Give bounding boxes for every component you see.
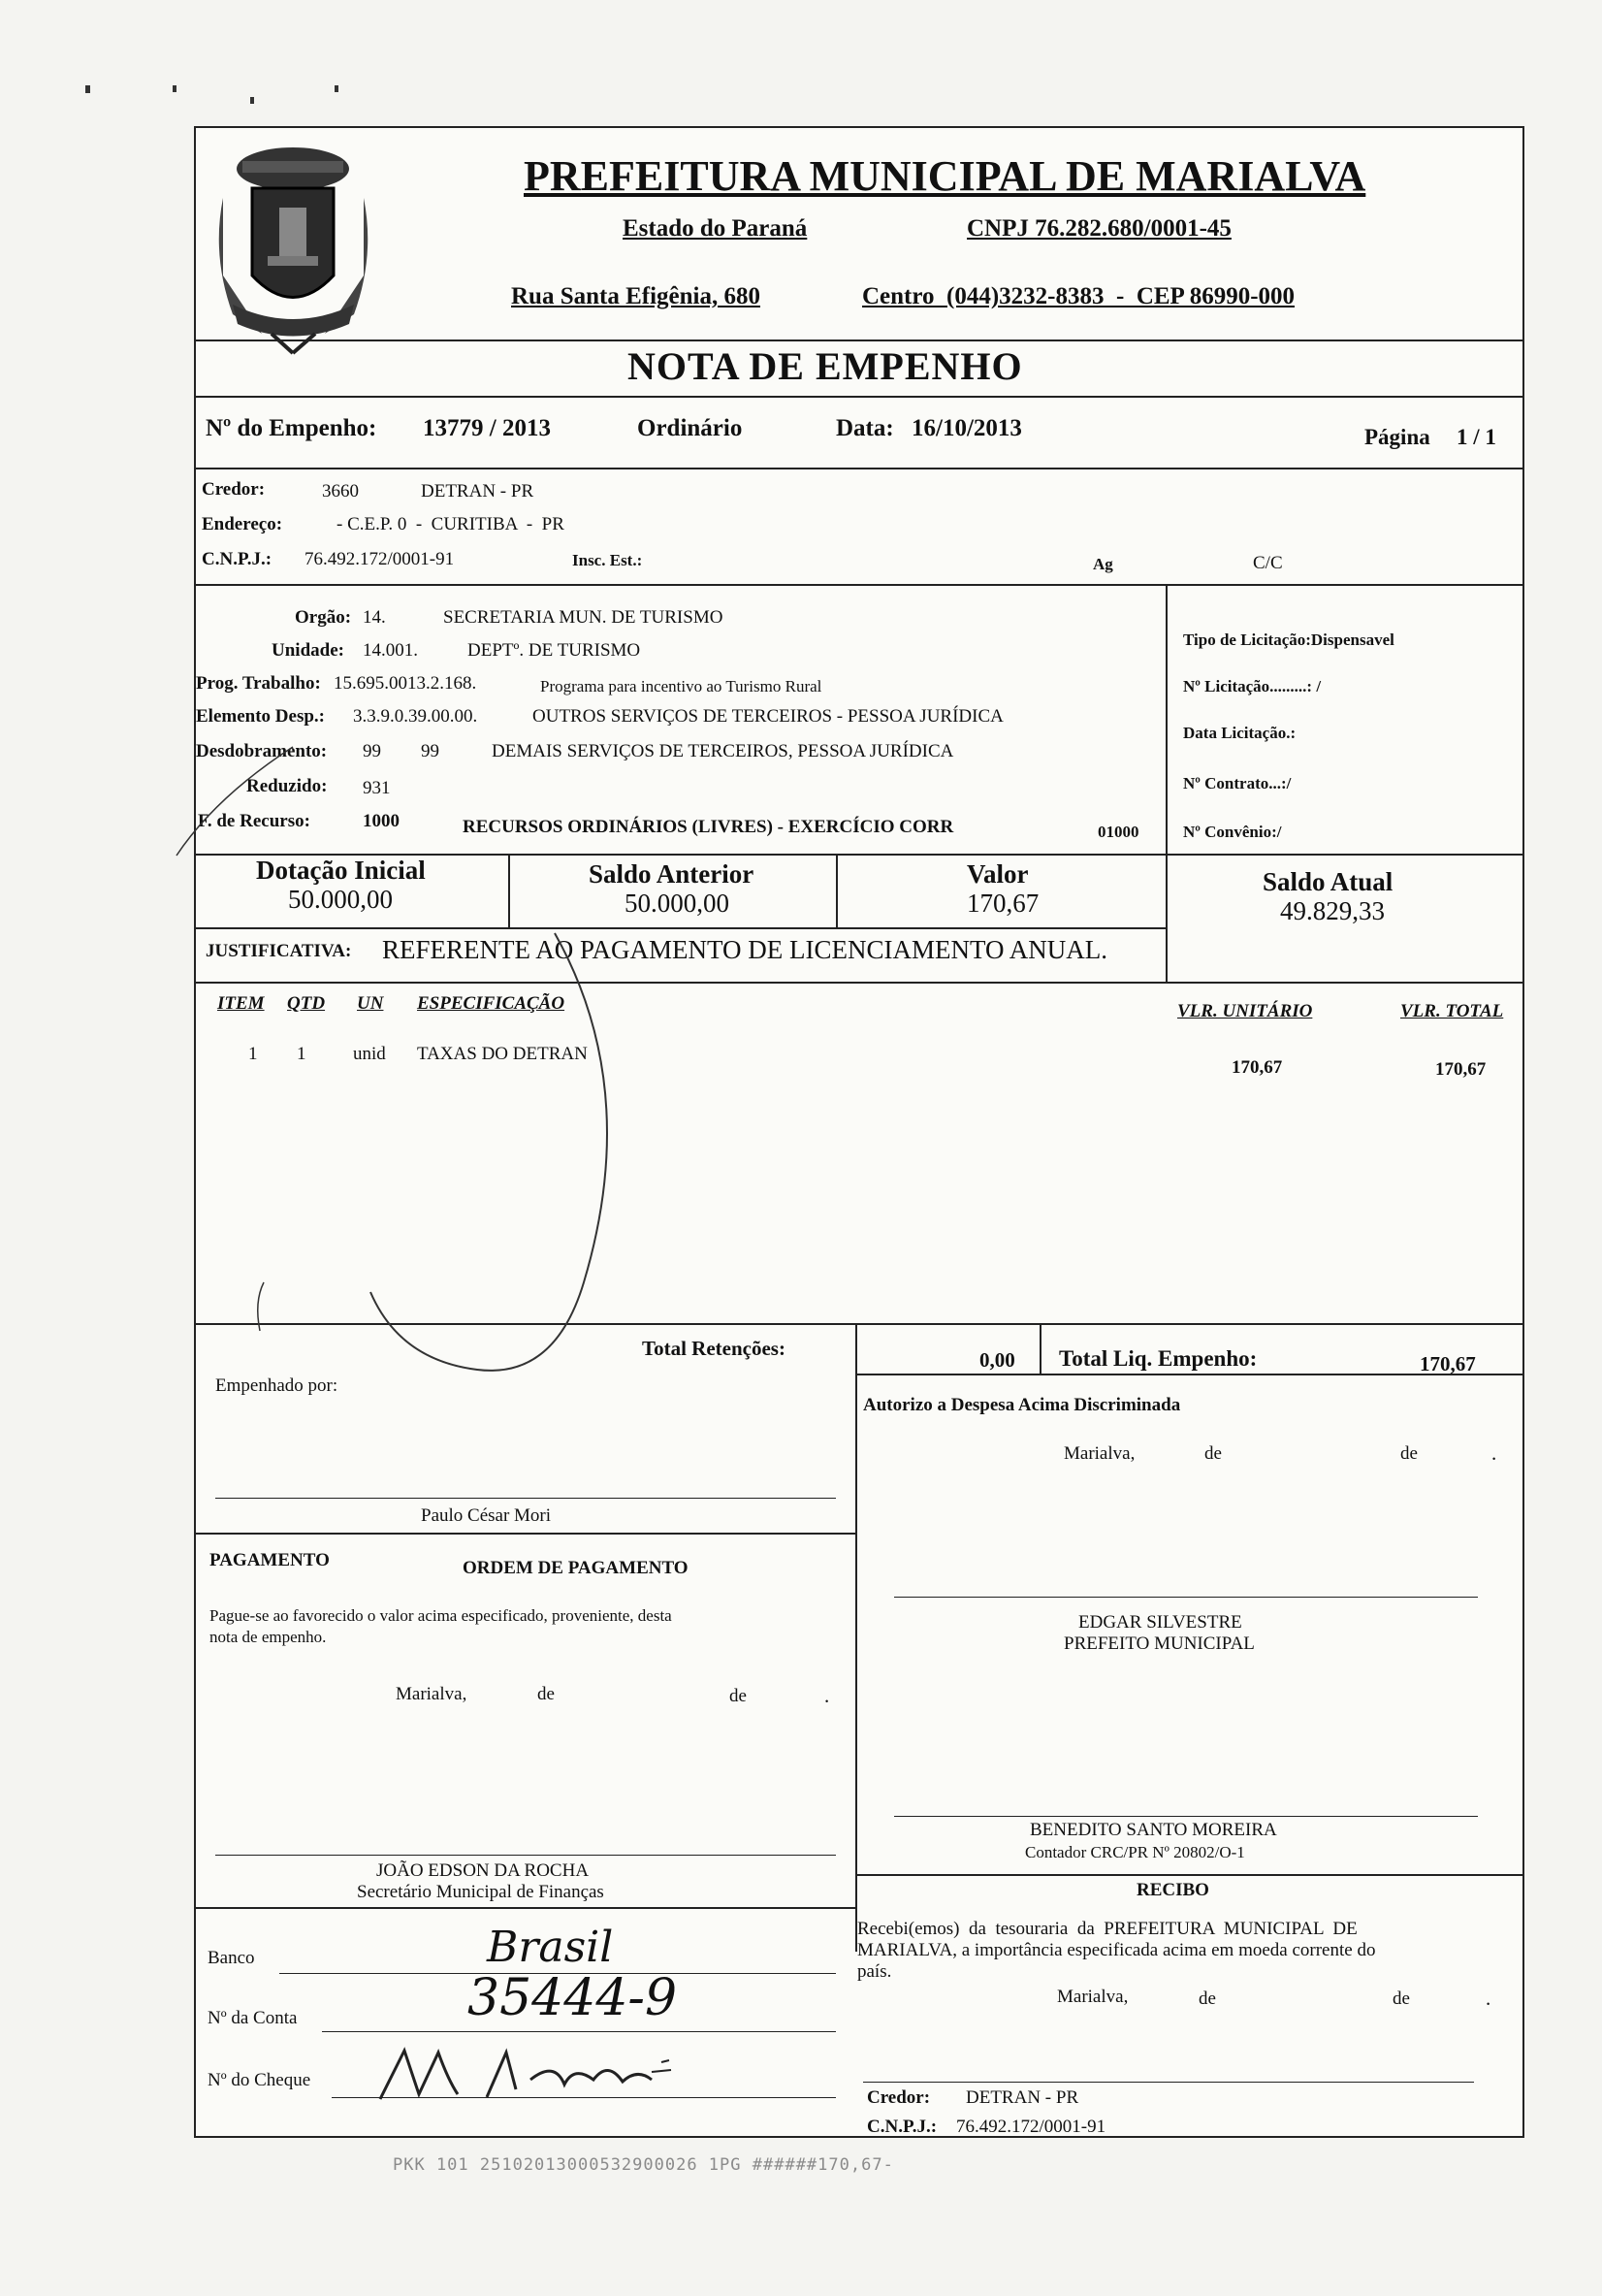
retencoes-value: 0,00 <box>979 1348 1015 1372</box>
tipo-licitacao: Tipo de Licitação:Dispensavel <box>1183 631 1394 649</box>
autorizo-label: Autorizo a Despesa Acima Discriminada <box>863 1395 1181 1415</box>
recibo-cnpj: 76.492.172/0001-91 <box>956 2117 1106 2137</box>
creditor-cnpj: 76.492.172/0001-91 <box>304 549 455 569</box>
prefeito-nome: EDGAR SILVESTRE <box>1078 1612 1242 1633</box>
secretario-cargo: Secretário Municipal de Finanças <box>357 1882 604 1902</box>
empenho-date-label: Data: <box>836 415 894 441</box>
contador-nome: BENEDITO SANTO MOREIRA <box>1030 1820 1277 1840</box>
secretario-nome: JOÃO EDSON DA ROCHA <box>376 1860 590 1881</box>
pagamento-de-2: de <box>729 1686 747 1706</box>
desdobramento-desc: DEMAIS SERVIÇOS DE TERCEIROS, PESSOA JURÍDICA <box>492 741 954 761</box>
prefeito-cargo: PREFEITO MUNICIPAL <box>1064 1633 1255 1654</box>
page-number: 1 / 1 <box>1457 425 1496 449</box>
fonte-recurso-desc: RECURSOS ORDINÁRIOS (LIVRES) - EXERCÍCIO CORR <box>463 817 954 837</box>
col-un-header: UN <box>357 993 384 1014</box>
page-number-label: Página <box>1364 425 1430 449</box>
row-unit-value: 170,67 <box>1232 1057 1283 1078</box>
col-qtd-header: QTD <box>287 993 326 1014</box>
contador-cargo: Contador CRC/PR Nº 20802/O-1 <box>1025 1843 1245 1861</box>
empenho-number-label: Nº do Empenho: <box>206 415 377 441</box>
cnpj-label: CNPJ 76.282.680/0001-45 <box>967 215 1232 242</box>
saldo-anterior-label: Saldo Anterior <box>589 859 754 889</box>
empenho-type: Ordinário <box>637 415 743 441</box>
municipal-coat-of-arms-icon <box>204 140 383 358</box>
elemento-desc: OUTROS SERVIÇOS DE TERCEIROS - PESSOA JURÍDICA <box>532 706 1004 727</box>
agency-label: Ag <box>1093 555 1113 573</box>
scan-mark <box>335 85 338 92</box>
autorizo-de-1: de <box>1204 1443 1222 1464</box>
unidade-label: Unidade: <box>272 640 344 661</box>
insc-est-label: Insc. Est.: <box>572 551 643 569</box>
conta-label: Nº da Conta <box>208 2008 298 2028</box>
page-title: PREFEITURA MUNICIPAL DE MARIALVA <box>524 152 1366 200</box>
creditor-address: - C.E.P. 0 - CURITIBA - PR <box>336 514 564 534</box>
recibo-credor-label: Credor: <box>867 2087 931 2108</box>
empenhado-nome: Paulo César Mori <box>421 1505 552 1526</box>
orgao-label: Orgão: <box>295 607 352 628</box>
checking-account-label: C/C <box>1253 553 1283 573</box>
creditor-code: 3660 <box>322 481 359 501</box>
creditor-name: DETRAN - PR <box>421 481 534 501</box>
recibo-de-2: de <box>1393 1989 1410 2009</box>
nota-de-empenho-form <box>194 126 1524 2138</box>
mechanical-authentication-code: PKK 101 25102013000532900026 1PG ######170,67- <box>393 2155 894 2175</box>
banco-handwritten: Brasil <box>487 1923 614 1972</box>
saldo-anterior-value: 50.000,00 <box>625 889 729 918</box>
recibo-title: RECIBO <box>1137 1880 1209 1900</box>
valor-value: 170,67 <box>967 889 1040 918</box>
reduzido-value: 931 <box>363 778 391 798</box>
cnpj-field-label: C.N.P.J.: <box>202 549 272 569</box>
numero-licitacao: Nº Licitação.........: / <box>1183 677 1322 695</box>
recibo-texto-2: MARIALVA, a importância especificada acima em moeda corrente do <box>857 1940 1376 1960</box>
scan-mark <box>250 97 254 104</box>
row-espec: TAXAS DO DETRAN <box>417 1044 588 1064</box>
prog-trabalho-label: Prog. Trabalho: <box>196 673 321 694</box>
fonte-recurso-label: F. de Recurso: <box>198 811 310 831</box>
recibo-de-1: de <box>1199 1989 1216 2009</box>
empenho-date: 16/10/2013 <box>912 415 1022 441</box>
saldo-atual-label: Saldo Atual <box>1263 867 1394 896</box>
autorizo-local: Marialva, <box>1064 1443 1136 1464</box>
row-item: 1 <box>248 1044 258 1064</box>
address-field-label: Endereço: <box>202 514 283 534</box>
dotacao-inicial-label: Dotação Inicial <box>256 856 426 885</box>
elemento-code: 3.3.9.0.39.00.00. <box>353 706 478 727</box>
pen-stroke-icon <box>147 739 690 1399</box>
liquido-value: 170,67 <box>1420 1352 1476 1375</box>
justificativa-text: REFERENTE AO PAGAMENTO DE LICENCIAMENTO ANUAL. <box>382 935 1108 964</box>
retencoes-label: Total Retenções: <box>642 1337 785 1360</box>
desdobramento-a: 99 <box>363 741 381 761</box>
prog-trabalho-desc: Programa para incentivo ao Turismo Rural <box>540 677 822 695</box>
saldo-atual-value: 49.829,33 <box>1280 896 1385 925</box>
scan-mark <box>173 85 176 92</box>
col-unit-header: VLR. UNITÁRIO <box>1177 1001 1313 1021</box>
dotacao-inicial-value: 50.000,00 <box>288 885 393 914</box>
desdobramento-b: 99 <box>421 741 439 761</box>
ordem-pagamento-label: ORDEM DE PAGAMENTO <box>463 1558 689 1578</box>
orgao-name: SECRETARIA MUN. DE TURISMO <box>443 607 723 628</box>
row-un: unid <box>353 1044 386 1064</box>
pagamento-texto-1: Pague-se ao favorecido o valor acima especificado, proveniente, desta <box>209 1606 672 1625</box>
cheque-label: Nº do Cheque <box>208 2070 311 2090</box>
state-label: Estado do Paraná <box>623 215 808 242</box>
reduzido-label: Reduzido: <box>246 776 328 796</box>
unidade-name: DEPTº. DE TURISMO <box>467 640 641 661</box>
unidade-code: 14.001. <box>363 640 418 661</box>
liquido-label: Total Liq. Empenho: <box>1059 1346 1258 1371</box>
banco-label: Banco <box>208 1948 255 1968</box>
justificativa-label: JUSTIFICATIVA: <box>206 941 352 961</box>
recibo-credor: DETRAN - PR <box>966 2087 1079 2108</box>
cheque-signature-icon <box>361 2041 787 2109</box>
row-total-value: 170,67 <box>1435 1059 1487 1080</box>
autorizo-date-dot: . <box>1491 1441 1497 1465</box>
pagamento-de-1: de <box>537 1684 555 1704</box>
prog-trabalho-code: 15.695.0013.2.168. <box>334 673 477 694</box>
pagamento-date-dot: . <box>824 1684 830 1707</box>
empenho-number: 13779 / 2013 <box>423 415 551 441</box>
fonte-recurso-code: 1000 <box>363 811 400 831</box>
recibo-date-dot: . <box>1486 1987 1491 2010</box>
col-item-header: ITEM <box>217 993 265 1014</box>
recibo-texto-3: país. <box>857 1961 892 1982</box>
desdobramento-label: Desdobramento: <box>196 741 328 761</box>
contact-label: Centro (044)3232-8383 - CEP 86990-000 <box>862 283 1296 309</box>
elemento-label: Elemento Desp.: <box>196 706 325 727</box>
pagamento-local: Marialva, <box>396 1684 467 1704</box>
numero-convenio: Nº Convênio:/ <box>1183 823 1282 841</box>
autorizo-de-2: de <box>1400 1443 1418 1464</box>
conta-handwritten: 35444-9 <box>467 1969 678 2027</box>
document-title: NOTA DE EMPENHO <box>627 344 1023 388</box>
scan-mark <box>85 85 90 93</box>
row-qtd: 1 <box>297 1044 306 1064</box>
empenhado-por-label: Empenhado por: <box>215 1375 338 1396</box>
orgao-code: 14. <box>363 607 386 628</box>
col-total-header: VLR. TOTAL <box>1400 1001 1504 1021</box>
data-licitacao: Data Licitação.: <box>1183 724 1297 742</box>
creditor-label: Credor: <box>202 479 266 500</box>
address-label: Rua Santa Efigênia, 680 <box>511 283 760 309</box>
numero-contrato: Nº Contrato...:/ <box>1183 774 1292 792</box>
pagamento-label: PAGAMENTO <box>209 1550 330 1570</box>
valor-label: Valor <box>967 859 1029 889</box>
recibo-local: Marialva, <box>1057 1987 1129 2007</box>
pagamento-texto-2: nota de empenho. <box>209 1628 327 1646</box>
col-espec-header: ESPECIFICAÇÃO <box>417 993 565 1014</box>
recibo-texto-1: Recebi(emos) da tesouraria da PREFEITURA MUNICIPAL DE <box>857 1919 1358 1939</box>
fonte-recurso-num: 01000 <box>1098 823 1139 841</box>
recibo-cnpj-label: C.N.P.J.: <box>867 2117 938 2137</box>
